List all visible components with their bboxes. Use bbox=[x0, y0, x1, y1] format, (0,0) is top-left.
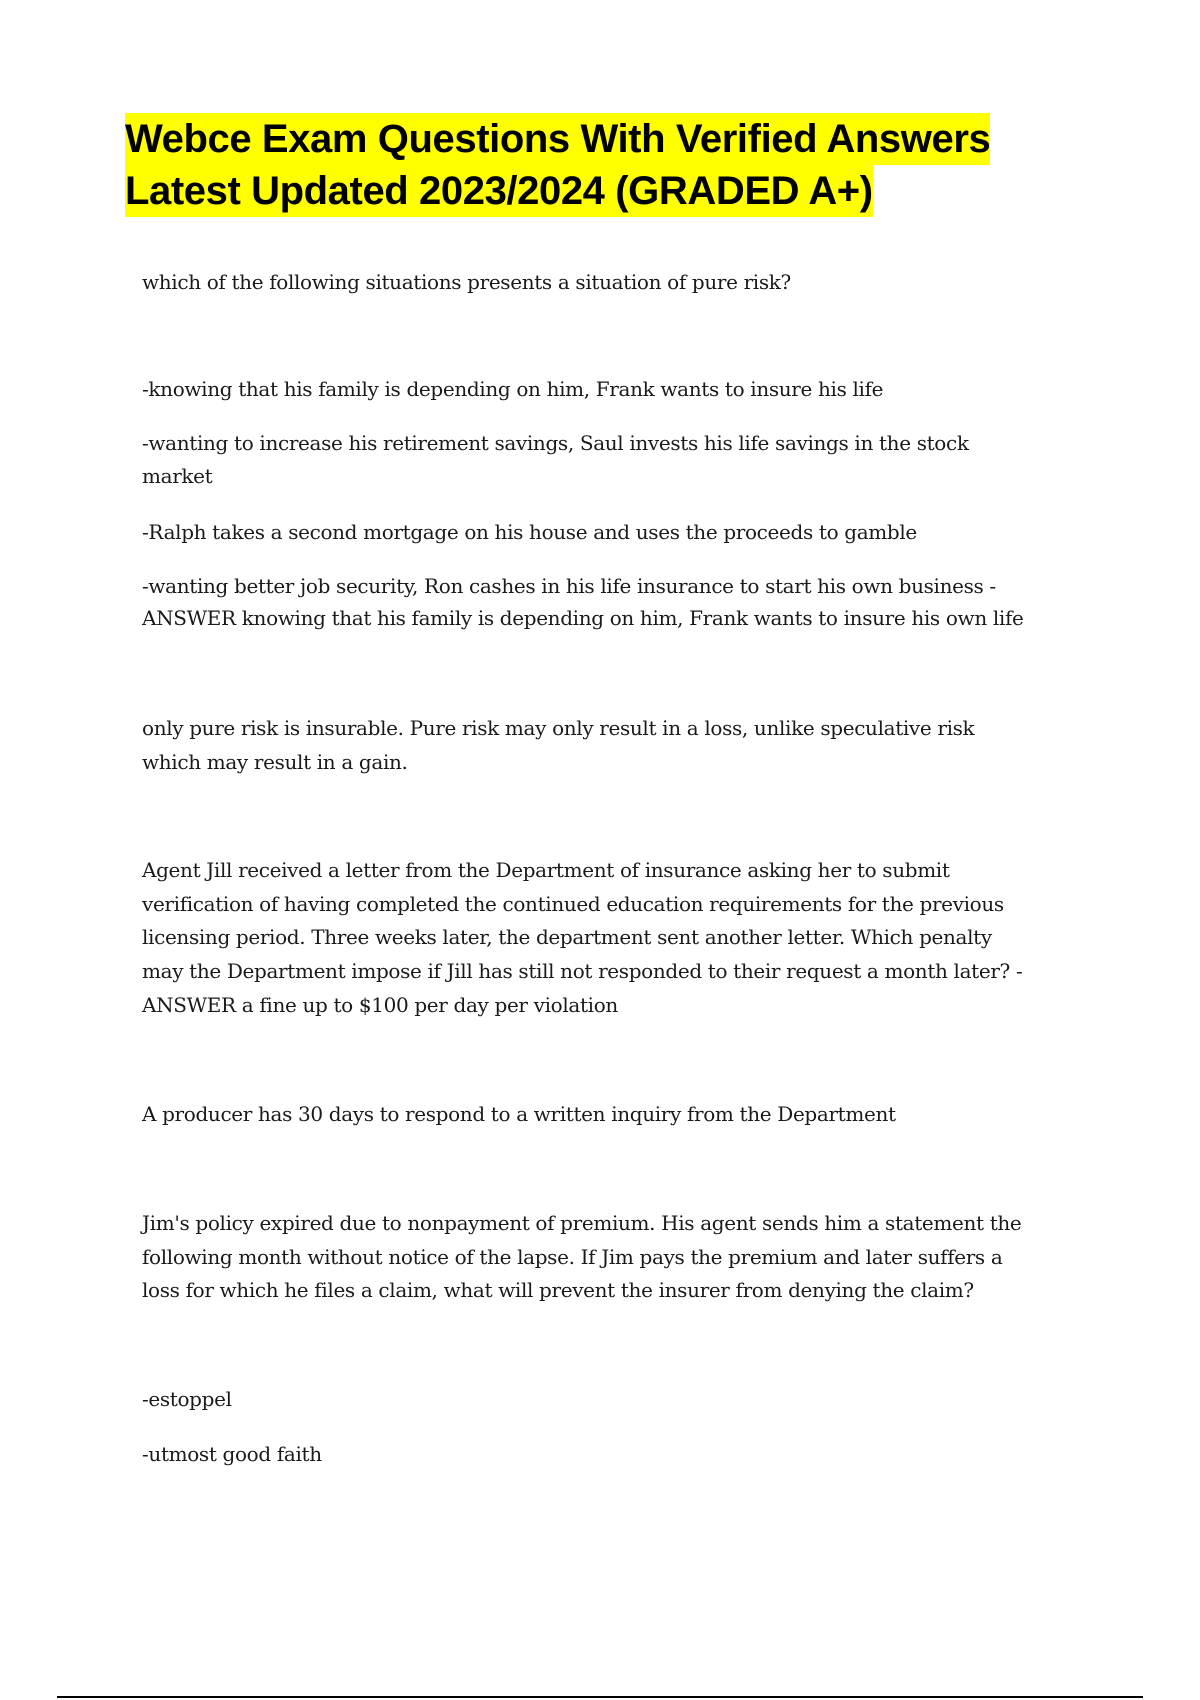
question-3-line-3: loss for which he files a claim, what will prevent the insurer from denying the claim? bbox=[142, 1278, 974, 1302]
question-1-explanation-line-1: only pure risk is insurable. Pure risk may only result in a loss, unlike speculative risk bbox=[142, 716, 975, 740]
title-line-2: Latest Updated 2023/2024 (GRADED A+) bbox=[125, 165, 873, 217]
question-3-line-2: following month without notice of the lapse. If Jim pays the premium and later suffers a bbox=[142, 1245, 1003, 1269]
question-2-explanation: A producer has 30 days to respond to a written inquiry from the Department bbox=[142, 1102, 896, 1126]
question-2-answer: ANSWER a fine up to $100 per day per violation bbox=[142, 993, 618, 1017]
question-1-answer: ANSWER knowing that his family is depending on him, Frank wants to insure his own life bbox=[142, 606, 1024, 630]
question-1-option-3: -Ralph takes a second mortgage on his house and uses the proceeds to gamble bbox=[142, 520, 917, 544]
document-title bbox=[125, 113, 1125, 217]
question-1-option-4-line-1: -wanting better job security, Ron cashes in his life insurance to start his own business - bbox=[142, 574, 996, 598]
question-2-line-4: may the Department impose if Jill has still not responded to their request a month later? - bbox=[142, 959, 1023, 983]
title-line-1: Webce Exam Questions With Verified Answers bbox=[125, 113, 990, 165]
question-2-line-1: Agent Jill received a letter from the Department of insurance asking her to submit bbox=[142, 858, 950, 882]
question-1-option-2-line-2: market bbox=[142, 464, 213, 488]
question-1-explanation-line-2: which may result in a gain. bbox=[142, 750, 408, 774]
question-2-line-3: licensing period. Three weeks later, the department sent another letter. Which penalty bbox=[142, 925, 992, 949]
bottom-divider bbox=[57, 1696, 1143, 1698]
question-1-option-1: -knowing that his family is depending on him, Frank wants to insure his life bbox=[142, 377, 884, 401]
question-1: which of the following situations presents a situation of pure risk? bbox=[142, 270, 791, 294]
question-2-line-2: verification of having completed the continued education requirements for the previous bbox=[142, 892, 1004, 916]
question-1-option-2-line-1: -wanting to increase his retirement savings, Saul invests his life savings in the stock bbox=[142, 431, 969, 455]
question-3-option-1: -estoppel bbox=[142, 1387, 232, 1411]
question-3-line-1: Jim's policy expired due to nonpayment of premium. His agent sends him a statement the bbox=[142, 1211, 1022, 1235]
question-3-option-2: -utmost good faith bbox=[142, 1442, 322, 1466]
